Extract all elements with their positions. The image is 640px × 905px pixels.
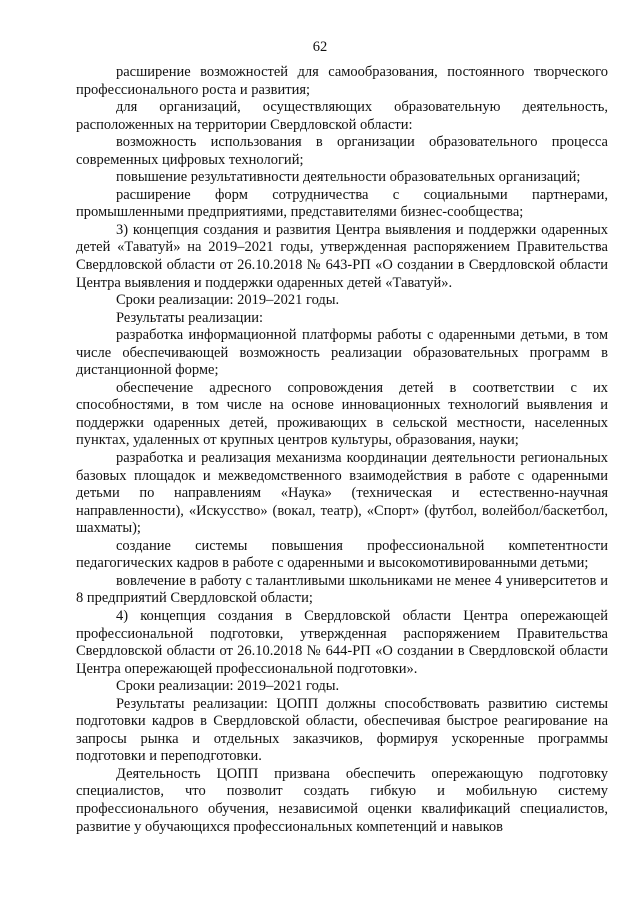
paragraph: Деятельность ЦОПП призвана обеспечить опережающую подготовку специалистов, что позволит создать гибкую и мобильную систему профессионального обучения, независимой оценки квалификаций специалистов, развитие у обучающихся профессиональных компетенций и навыков [76,765,608,835]
paragraph: Результаты реализации: [116,309,263,326]
paragraph: Сроки реализации: 2019–2021 годы. [116,292,340,309]
paragraph: разработка информационной платформы работы с одаренными детьми, в том числе обеспечивающей возможность реализации образовательных программ в дистанционной форме; [76,327,608,379]
paragraph: Сроки реализации: 2019–2021 годы. [116,678,340,695]
paragraph: возможность использования в организации образовательного процесса современных цифровых технологий; [76,134,608,168]
paragraph: вовлечение в работу с талантливыми школьниками не менее 4 университетов и 8 предприятий Свердловской области; [76,572,608,607]
paragraph: 3) концепция создания и развития Центра выявления и поддержки одаренных детей «Таватуй» на 2019–2021 годы, утвержденная распоряжением Правительства Свердловской области от 26.10.2018 № 643-РП «О создании в Свердловской области Центра выявления и поддержки одаренных детей «Таватуй». [76,221,608,291]
paragraph: расширение возможностей для самообразования, постоянного творческого профессионального роста и развития; [76,64,608,98]
page-number: 62 [312,39,328,55]
paragraph: обеспечение адресного сопровождения детей в соответствии с их способностями, в том числе на основе инновационных технологий выявления и поддержки одаренных детей, проживающих в сельской местности, населенных пунктах, удаленных от крупных центров культуры, образования, науки; [76,379,608,449]
document-body [76,64,608,836]
paragraph: Результаты реализации: ЦОПП должны способствовать развитию системы подготовки кадров в Свердловской области, обеспечивая быстрое реагирование на запросы рынка и отдельных заказчиков, формируя ускоренные программы подготовки и переподготовки. [76,695,608,765]
paragraph: повышение результативности деятельности образовательных организаций; [116,169,581,186]
paragraph: для организаций, осуществляющих образовательную деятельность, расположенных на территории Свердловской области: [76,99,608,133]
paragraph: разработка и реализация механизма координации деятельности региональных базовых площадок и межведомственного взаимодействия в работе с одаренными детьми по направлениям «Наука» (техническая и естественно-научная направленности), «Искусство» (вокал, театр), «Спорт» (футбол, волейбол/баскетбол, шахматы); [76,450,608,537]
paragraph: создание системы повышения профессиональной компетентности педагогических кадров в работе с одаренными и высокомотивированными детьми; [76,537,608,572]
paragraph: 4) концепция создания в Свердловской области Центра опережающей профессиональной подготовки, утвержденная распоряжением Правительства Свердловской области от 26.10.2018 № 644-РП «О создании в Свердловской области Центра опережающей профессиональной подготовки». [76,607,608,677]
paragraph: расширение форм сотрудничества с социальными партнерами, промышленными предприятиями, представителями бизнес-сообщества; [76,186,608,221]
